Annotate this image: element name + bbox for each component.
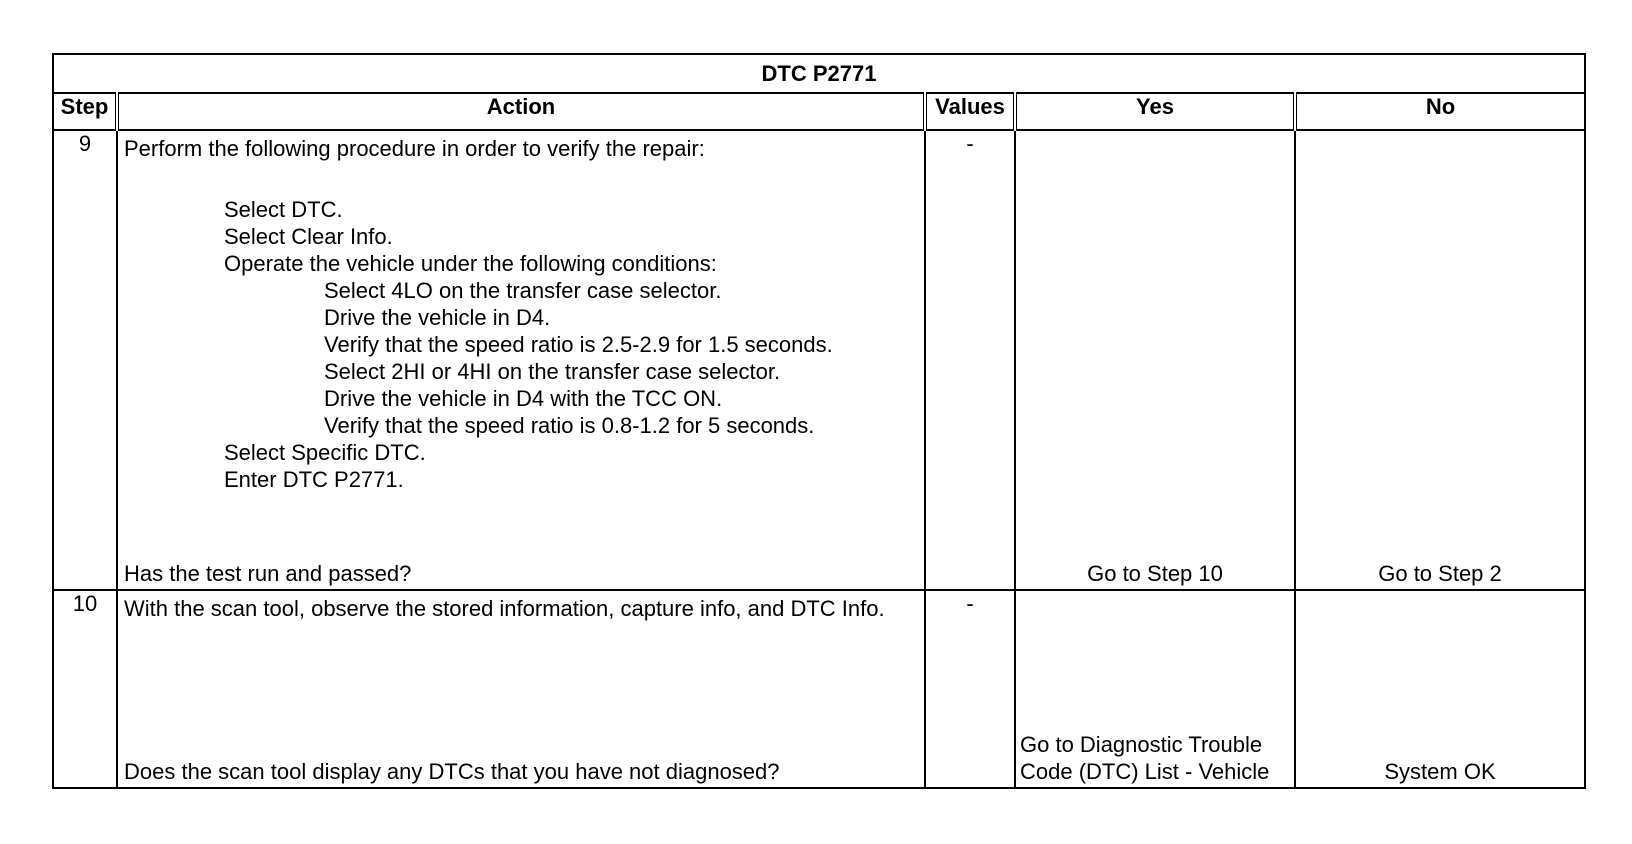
header-values: Values (925, 93, 1015, 130)
no-result: System OK (1384, 759, 1496, 784)
table-row-step-9 (53, 130, 1585, 590)
action-intro: With the scan tool, observe the stored information, capture info, and DTC Info. (124, 596, 885, 621)
no-result: Go to Step 2 (1378, 561, 1502, 586)
action-step: Enter DTC P2771. (224, 467, 404, 492)
header-row (53, 93, 1585, 130)
header-no: No (1295, 93, 1585, 130)
action-step: Select DTC. (224, 197, 343, 222)
action-question: Does the scan tool display any DTCs that you have not diagnosed? (124, 759, 780, 784)
values-cell: - (925, 130, 1015, 590)
header-step: Step (53, 93, 117, 130)
header-yes: Yes (1015, 93, 1295, 130)
action-substep: Select 2HI or 4HI on the transfer case selector. (324, 359, 781, 384)
yes-result: Go to Step 10 (1087, 561, 1223, 586)
action-substep: Drive the vehicle in D4 with the TCC ON. (324, 386, 723, 411)
action-substep: Verify that the speed ratio is 2.5-2.9 for 1.5 seconds. (324, 332, 833, 357)
values-cell: - (925, 590, 1015, 788)
table-title: DTC P2771 (53, 54, 1585, 93)
action-step: Operate the vehicle under the following conditions: (224, 251, 717, 276)
action-question: Has the test run and passed? (124, 561, 412, 586)
table-row-step-10 (53, 590, 1585, 788)
action-step: Select Specific DTC. (224, 440, 426, 465)
step-number: 9 (53, 130, 117, 590)
no-cell (1295, 590, 1585, 788)
action-intro: Perform the following procedure in order to verify the repair: (124, 136, 705, 161)
no-cell (1295, 130, 1585, 590)
yes-cell (1015, 590, 1295, 788)
step-number: 10 (53, 590, 117, 788)
header-action: Action (117, 93, 925, 130)
action-cell (117, 590, 925, 788)
yes-cell (1015, 130, 1295, 590)
dtc-table (52, 53, 1586, 789)
action-substep: Verify that the speed ratio is 0.8-1.2 for 5 seconds. (324, 413, 815, 438)
action-step: Select Clear Info. (224, 224, 393, 249)
yes-result: Go to Diagnostic Trouble Code (DTC) List - Vehicle (1020, 732, 1270, 784)
action-substep: Select 4LO on the transfer case selector. (324, 278, 722, 303)
action-substep: Drive the vehicle in D4. (324, 305, 551, 330)
action-cell (117, 130, 925, 590)
